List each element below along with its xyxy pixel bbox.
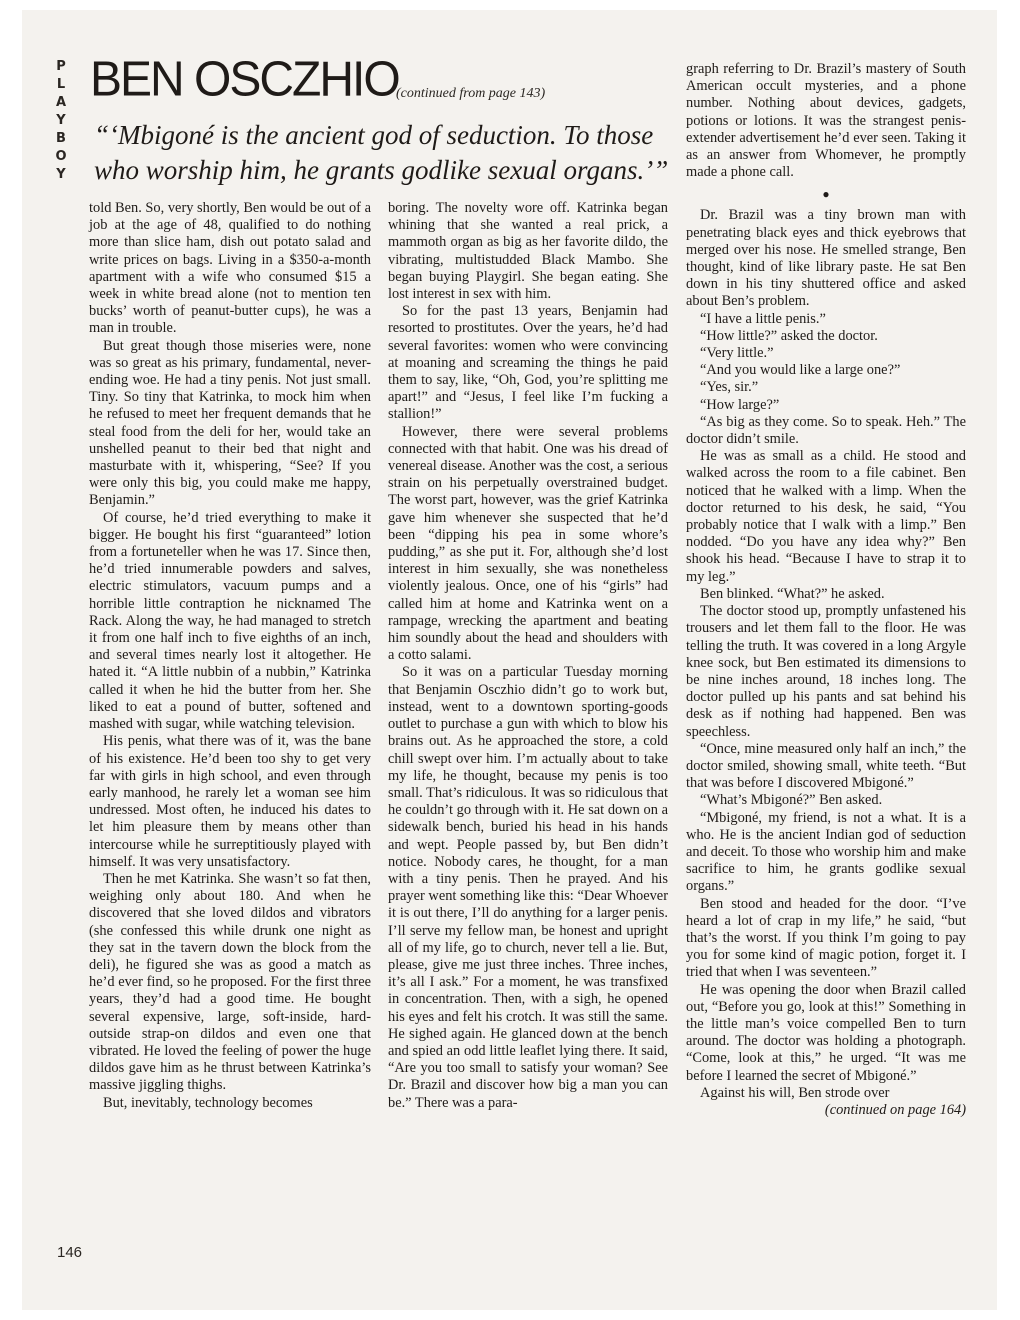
paragraph: “As big as they come. So to speak. Heh.” The doctor didn’t smile.: [686, 413, 966, 448]
paragraph: “How large?”: [700, 396, 780, 413]
paragraph: boring. The novelty wore off. Katrinka began whining that she wanted a real prick, a mammoth organ as big as her favorite dildo, the vibrating, multistudded Black Mambo. She began buying Playgirl. She began eating. She lost interest in sex with him.: [388, 200, 668, 303]
text-column-3: [686, 61, 966, 1119]
paragraph: “Mbigoné, my friend, is not a what. It is a who. He is the ancient Indian god of seduction and deceit. To those who worship him and make sacrifice to him, he grants godlike sexual organs.”: [686, 809, 966, 895]
paragraph: Ben blinked. “What?” he asked.: [700, 585, 885, 602]
paragraph: But, inevitably, technology becomes: [103, 1094, 313, 1111]
section-break-bullet: ●: [822, 187, 830, 202]
paragraph: His penis, what there was of it, was the bane of his existence. He’d been too shy to get very far with girls in high school, and even through early manhood, he rarely let a woman see him undressed. Most often, he induced his dates to let him pleasure them by means other than intercourse while he surreptitiously played with himself. It was very unsatisfactory.: [89, 733, 371, 870]
paragraph: “Once, mine measured only half an inch,” the doctor smiled, showing small, white teeth. “But that was before I discovered Mbigoné.”: [686, 740, 966, 792]
paragraph: Then he met Katrinka. She wasn’t so fat then, weighing only about 180. And when he discovered that she loved dildos and vibrators (she confessed this while drunk one night as they sat in the tavern down the block from the deli), he figured she was as good a match as he’d ever find, so he proposed. For the first three years, they’d had a good time. He bought several expensive, large, soft-inside, hard-outside strap-on dildos and even one that vibrated. He loved the feeling of power the huge dildos gave him as he thrust between Katrinka’s massive jiggling thighs.: [89, 870, 371, 1094]
paragraph: “What’s Mbigoné?” Ben asked.: [700, 792, 883, 809]
paragraph: “How little?” asked the doctor.: [700, 327, 878, 344]
magazine-name: P L A Y B O Y: [55, 59, 69, 182]
pull-quote: “‘Mbigoné is the ancient god of seduction. To those who worship him, he grants godlike sexual organs.’”: [94, 120, 669, 185]
paragraph: “Yes, sir.”: [700, 379, 759, 396]
paragraph: So it was on a particular Tuesday morning that Benjamin Osczhio didn’t go to work but, instead, went to a downtown sporting-goods outlet to purchase a gun with which to blow his brains out. As he approached the store, a cold chill swept over him. I’m actually about to take my life, he thought, because my penis is too small. That’s ridiculous. It was so ridiculous that he couldn’t go through with it. He sat down on a sidewalk bench, buried his head in his hands and wept. People passed by, but Ben didn’t notice. Nobody cares, he thought, for a man with a tiny penis. Then he prayed. And his prayer went something like this: “Dear Whoever it is out there, I’ll do anything for a larger penis. I’ll serve my fellow man, be honest and upright all of my life, go to church, never tell a lie. But, please, give me just three inches. Three inches, it’s all I ask.” For a moment, he was transfixed in concentration. Then, with a sigh, he opened his eyes and felt his crotch. It was still the same. He sighed again. He glanced down at the bench and spied an odd little leaflet lying there. It said, “Are you too small to satisfy your woman? See Dr. Brazil and discover how big a man you can be.” There was a para-: [388, 664, 668, 1111]
paragraph: He was opening the door when Brazil called out, “Before you go, look at this!” Something in the little man’s voice compelled Ben to turn around. The doctor was holding a photograph. “Come, look at this,” he urged. “It was me before I learned the secret of Mbigoné.”: [686, 981, 966, 1084]
text-column-1: [89, 200, 371, 1112]
paragraph: But great though those miseries were, none was so great as his primary, fundamental, never-ending woe. He had a tiny penis. Not just small. Tiny. So tiny that Katrinka, to mock him when he refused to meet her frequent demands that he steal food from the deli for her, would take an unshelled peanut to their bed that night and masturbate with it, whispering, “See? If you were only this big, you could make me happy, Benjamin.”: [89, 337, 371, 509]
continued-from-note: (continued from page 143): [396, 86, 546, 101]
paragraph: Against his will, Ben strode over: [700, 1084, 890, 1101]
paragraph: Dr. Brazil was a tiny brown man with penetrating black eyes and thick eyebrows that merged over his nose. He smelled strange, Ben thought, kind of like library paste. He sat Ben down in his tiny shuttered office and asked about Ben’s problem.: [686, 207, 966, 310]
paragraph: So for the past 13 years, Benjamin had resorted to prostitutes. Over the years, he’d had several favorites: women who were convincing at moaning and screaming the things he paid them to say, like, “Oh, God, you’re splitting me apart!” and “Jesus, I feel like I’m fucking a stallion!”: [388, 303, 668, 423]
paragraph: However, there were several problems connected with that habit. One was his dread of venereal disease. Another was the cost, a serious strain on his perpetually overstrained budget. The worst part, however, was the grief Katrinka gave him whenever she suspected that he’d been “dipping his pea in some whore’s pudding,” as she put it. For, although she’d lost interest in him sexually, she was nonetheless violently jealous. Once, one of his “girls” had called him at home and Katrinka went on a rampage, wrecking the apartment and beating him soundly about the head and shoulders with a cotto salami.: [388, 423, 668, 664]
text-column-2: [388, 200, 668, 1112]
article-title: BEN OSCZHIO: [90, 52, 399, 107]
continued-on-note: (continued on page 164): [824, 1101, 966, 1118]
paragraph: “And you would like a large one?”: [700, 362, 901, 379]
paragraph: He was as small as a child. He stood and walked across the room to a file cabinet. Ben noticed that he walked with a limp. When the doctor returned to his desk, he said, “You probably notice that I walk with a limp.” Ben nodded. “Do you have any idea why?” Ben shook his head. “Because I have to strap it to my leg.”: [686, 448, 966, 585]
paragraph: The doctor stood up, promptly unfastened his trousers and let them fall to the floor. He was telling the truth. It was covered in a long Argyle knee sock, but Ben estimated its dimensions to be nine inches around, 18 inches long. The doctor pulled up his pants and sat behind his desk as if nothing had happened. Ben was speechless.: [686, 603, 966, 740]
paragraph: told Ben. So, very shortly, Ben would be out of a job at the age of 48, qualified to do nothing more than slice ham, dish out potato salad and write prices on bags. Living in a $350-a-month apartment with a wife who consumed $15 a week in white bread alone (not to mention ten bucks’ worth of peanut-butter cups), he was a man in trouble.: [89, 200, 371, 337]
paragraph: Ben stood and headed for the door. “I’ve heard a lot of crap in my life,” he said, “but that’s the worst. If you think I’m going to pay you for some kind of magic potion, forget it. I tried that when I was seventeen.”: [686, 895, 966, 981]
paragraph: Of course, he’d tried everything to make it bigger. He bought his first “guaranteed” lotion from a fortuneteller when he was 17. Since then, he’d tried innumerable powders and salves, electric stimulators, vacuum pumps and a horrible little contraption he nicknamed The Rack. Along the way, he had managed to stretch it from one half inch to five eighths of an inch, and several times nearly lost it altogether. He hated it. “A little nubbin of a nubbin,” Katrinka called it when he hid the butter from her. She liked to eat a pound of butter, softened and mashed with sugar, while watching television.: [89, 509, 371, 733]
paragraph: “Very little.”: [700, 345, 774, 362]
paragraph: “I have a little penis.”: [700, 310, 826, 327]
page-number: 146: [57, 1244, 83, 1261]
paragraph: graph referring to Dr. Brazil’s mastery of South American occult mysteries, and a phone number. Nothing about devices, gadgets, potions or lotions. It was the strangest penis-extender advertisement he’d ever seen. Taking it as an answer from Whomever, he promptly made a phone call.: [686, 61, 966, 181]
